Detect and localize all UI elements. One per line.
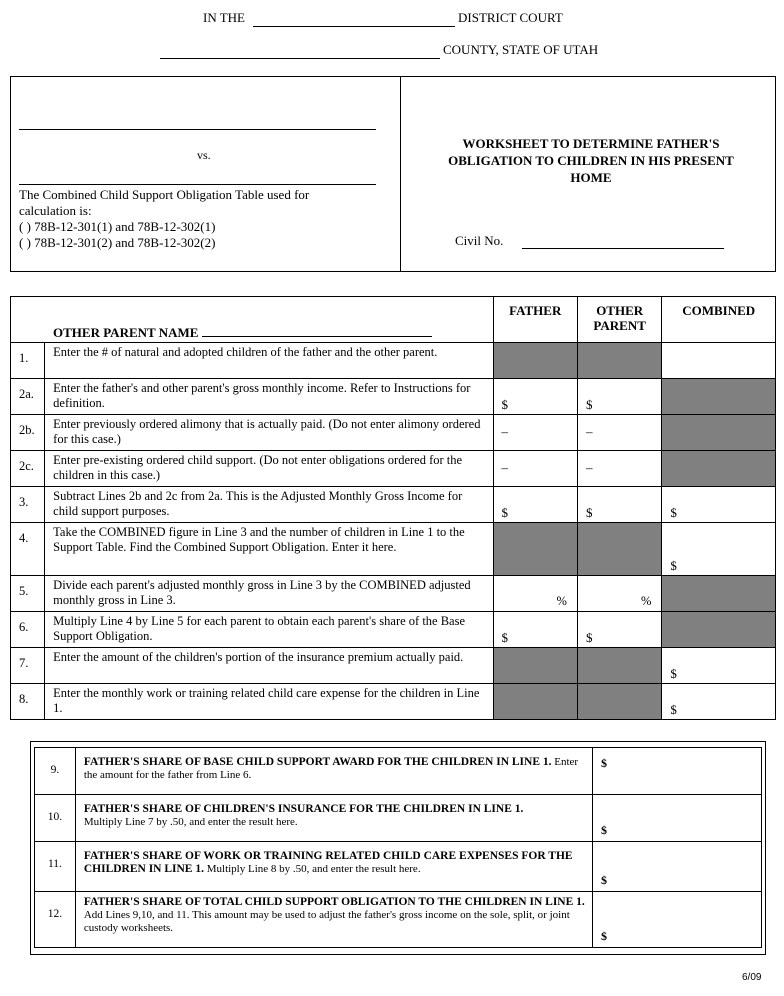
combined-cell[interactable]: $ xyxy=(662,487,776,523)
table-row xyxy=(11,379,776,415)
district-court-label: DISTRICT COURT xyxy=(458,10,563,25)
line-description: Subtract Lines 2b and 2c from 2a. This is the Adjusted Monthly Gross Income for child support purposes. xyxy=(45,487,493,523)
other-parent-cell[interactable]: % xyxy=(577,576,661,612)
line-description: Enter pre-existing ordered child support. (Do not enter obligations ordered for the children in this case.) xyxy=(45,451,493,487)
line-number: 5. xyxy=(11,576,45,612)
table-option-1[interactable]: ( ) 78B-12-301(1) and 78B-12-302(1) xyxy=(19,219,216,234)
county-blank[interactable] xyxy=(160,42,440,59)
summary-row xyxy=(35,795,762,842)
other-parent-cell[interactable]: $ xyxy=(577,487,661,523)
table-note-text: The Combined Child Support Obligation Table used for calculation is: xyxy=(19,187,310,218)
summary-row xyxy=(35,748,762,795)
combined-cell xyxy=(662,379,776,415)
county-state-label: COUNTY, STATE OF UTAH xyxy=(443,42,599,57)
header-other-parent: OTHER PARENT xyxy=(577,297,661,343)
table-row xyxy=(11,487,776,523)
other-parent-cell[interactable]: $ xyxy=(577,379,661,415)
line-description: Enter the # of natural and adopted children of the father and the other parent. xyxy=(45,343,493,379)
county-header-line xyxy=(0,42,784,62)
summary-table xyxy=(34,747,762,948)
summary-instruction: Multiply Line 7 by .50, and enter the result here. xyxy=(83,816,298,828)
other-parent-name-blank[interactable] xyxy=(202,324,432,337)
table-row xyxy=(11,415,776,451)
summary-instruction: Enter the amount for the father from Line 6. xyxy=(83,756,579,781)
line-description: Divide each parent's adjusted monthly gross in Line 3 by the COMBINED adjusted monthly gross in Line 3. xyxy=(45,576,493,612)
summary-line-number: 11. xyxy=(35,842,76,892)
table-row xyxy=(11,343,776,379)
table-note xyxy=(19,187,349,251)
father-cell xyxy=(493,648,577,684)
table-row xyxy=(11,576,776,612)
table-row xyxy=(11,612,776,648)
combined-cell[interactable] xyxy=(662,343,776,379)
other-parent-cell xyxy=(577,648,661,684)
line-description: Take the COMBINED figure in Line 3 and the number of children in Line 1 to the Support Table. Find the Combined Support Obligation. Enter it here. xyxy=(45,523,493,576)
summary-instruction: Add Lines 9,10, and 11. This amount may be used to adjust the father's gross income on the sole, split, or joint custody worksheets. xyxy=(83,909,570,934)
other-parent-cell[interactable]: – xyxy=(577,415,661,451)
table-row xyxy=(11,648,776,684)
summary-value[interactable]: $ xyxy=(593,892,762,948)
line-number: 2c. xyxy=(11,451,45,487)
caption-divider xyxy=(400,77,401,271)
summary-description xyxy=(75,795,592,842)
line-description: Enter the father's and other parent's gross monthly income. Refer to Instructions for definition. xyxy=(45,379,493,415)
father-cell xyxy=(493,343,577,379)
other-parent-cell xyxy=(577,523,661,576)
revision-date: 6/09 xyxy=(742,972,762,983)
combined-cell[interactable]: $ xyxy=(662,648,776,684)
table-option-2[interactable]: ( ) 78B-12-301(2) and 78B-12-302(2) xyxy=(19,235,216,250)
father-cell xyxy=(493,523,577,576)
father-cell[interactable]: – xyxy=(493,451,577,487)
line-description: Enter the monthly work or training related child care expense for the children in Line 1. xyxy=(45,684,493,720)
summary-heading: FATHER'S SHARE OF TOTAL CHILD SUPPORT OBLIGATION TO THE CHILDREN IN LINE 1. xyxy=(83,896,585,908)
summary-description xyxy=(75,892,592,948)
line-description: Multiply Line 4 by Line 5 for each parent to obtain each parent's share of the Base Support Obligation. xyxy=(45,612,493,648)
summary-value[interactable]: $ xyxy=(593,795,762,842)
line-number: 6. xyxy=(11,612,45,648)
summary-heading: FATHER'S SHARE OF CHILDREN'S INSURANCE FOR THE CHILDREN IN LINE 1. xyxy=(83,803,524,815)
header-father: FATHER xyxy=(493,297,577,343)
line-number: 3. xyxy=(11,487,45,523)
combined-cell xyxy=(662,612,776,648)
summary-box xyxy=(30,741,766,955)
combined-cell[interactable]: $ xyxy=(662,684,776,720)
table-row xyxy=(11,451,776,487)
table-row xyxy=(11,684,776,720)
civil-no-label: Civil No. xyxy=(455,233,504,248)
combined-cell xyxy=(662,415,776,451)
summary-value[interactable]: $ xyxy=(593,842,762,892)
father-cell[interactable]: $ xyxy=(493,379,577,415)
district-court-blank[interactable] xyxy=(253,10,455,27)
other-parent-name-cell xyxy=(11,297,494,343)
line-number: 4. xyxy=(11,523,45,576)
summary-value[interactable]: $ xyxy=(593,748,762,795)
father-cell[interactable]: – xyxy=(493,415,577,451)
other-parent-cell[interactable]: $ xyxy=(577,612,661,648)
line-number: 2b. xyxy=(11,415,45,451)
worksheet-table xyxy=(10,296,776,720)
summary-line-number: 12. xyxy=(35,892,76,948)
respondent-blank[interactable] xyxy=(19,170,376,185)
vs-label: vs. xyxy=(197,148,211,162)
header-combined: COMBINED xyxy=(662,297,776,343)
summary-description xyxy=(75,748,592,795)
combined-cell[interactable]: $ xyxy=(662,523,776,576)
summary-line-number: 10. xyxy=(35,795,76,842)
worksheet-title: WORKSHEET TO DETERMINE FATHER'S OBLIGATION TO CHILDREN IN HIS PRESENT HOME xyxy=(448,136,734,185)
in-the-label: IN THE xyxy=(203,10,246,25)
summary-heading: FATHER'S SHARE OF BASE CHILD SUPPORT AWARD FOR THE CHILDREN IN LINE 1. xyxy=(83,756,552,768)
summary-row xyxy=(35,892,762,948)
court-header-line xyxy=(0,10,784,30)
summary-row xyxy=(35,842,762,892)
summary-heading: FATHER'S SHARE OF WORK OR TRAINING RELATED CHILD CARE EXPENSES FOR THE CHILDREN IN LINE 1. xyxy=(83,850,573,875)
line-number: 2a. xyxy=(11,379,45,415)
line-description: Enter previously ordered alimony that is actually paid. (Do not enter alimony ordered for this case.) xyxy=(45,415,493,451)
father-cell xyxy=(493,684,577,720)
father-cell[interactable]: $ xyxy=(493,487,577,523)
table-header-row xyxy=(11,297,776,343)
summary-line-number: 9. xyxy=(35,748,76,795)
summary-instruction: Multiply Line 8 by .50, and enter the result here. xyxy=(206,863,421,875)
line-number: 1. xyxy=(11,343,45,379)
line-number: 8. xyxy=(11,684,45,720)
line-description: Enter the amount of the children's portion of the insurance premium actually paid. xyxy=(45,648,493,684)
other-parent-name-label: OTHER PARENT NAME xyxy=(53,325,199,340)
table-row xyxy=(11,523,776,576)
line-number: 7. xyxy=(11,648,45,684)
petitioner-blank[interactable] xyxy=(19,115,376,130)
other-parent-cell xyxy=(577,343,661,379)
father-cell[interactable]: % xyxy=(493,576,577,612)
other-parent-cell xyxy=(577,684,661,720)
combined-cell xyxy=(662,576,776,612)
civil-no-blank[interactable] xyxy=(522,232,724,249)
caption-box xyxy=(10,76,776,272)
other-parent-cell[interactable]: – xyxy=(577,451,661,487)
summary-description xyxy=(75,842,592,892)
father-cell[interactable]: $ xyxy=(493,612,577,648)
combined-cell xyxy=(662,451,776,487)
